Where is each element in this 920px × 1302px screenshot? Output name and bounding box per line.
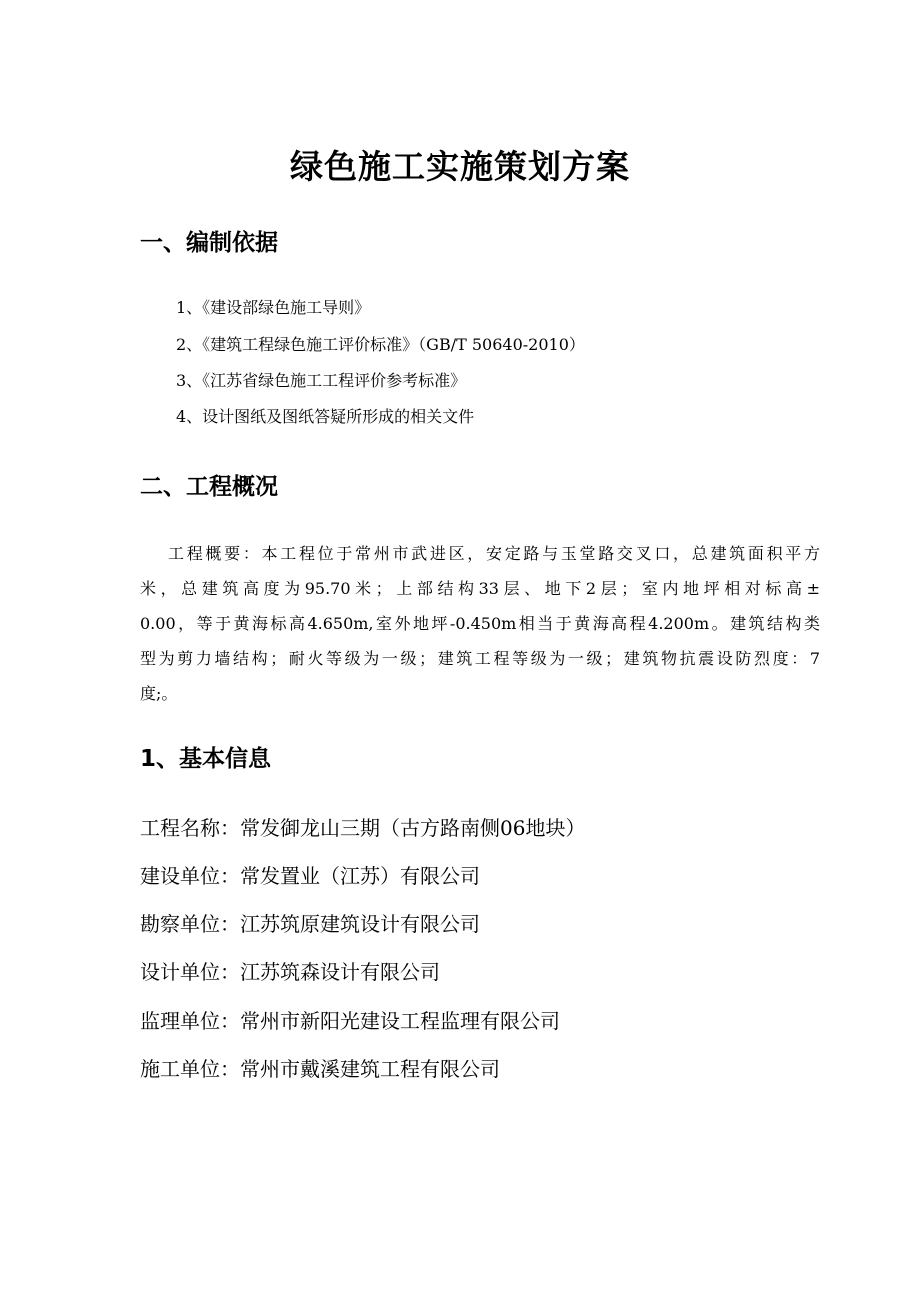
section-heading-overview: 二、工程概况: [140, 474, 278, 500]
info-row-survey: 勘察单位：江苏筑原建筑设计有限公司: [140, 912, 480, 936]
info-row-project-name: 工程名称：常发御龙山三期（古方路南侧06地块）: [140, 816, 586, 840]
document-title: 绿色施工实施策划方案: [290, 147, 630, 186]
section-heading-basis: 一、编制依据: [140, 230, 278, 256]
reference-item: 4、设计图纸及图纸答疑所形成的相关文件: [176, 407, 475, 426]
reference-item: 3、《江苏省绿色施工工程评价参考标准》: [176, 371, 467, 390]
info-row-design: 设计单位：江苏筑森设计有限公司: [140, 960, 440, 984]
info-row-developer: 建设单位：常发置业（江苏）有限公司: [140, 864, 480, 888]
project-overview-paragraph: [140, 536, 820, 711]
info-row-supervision: 监理单位：常州市新阳光建设工程监理有限公司: [140, 1009, 560, 1033]
reference-item: 1、《建设部绿色施工导则》: [176, 298, 371, 317]
section-heading-basic-info: 1、基本信息: [140, 746, 272, 772]
overview-line: 米，总建筑高度为95.70米；上部结构33层、地下2层；室内地坪相对标高±: [140, 579, 820, 598]
overview-line: 型为剪力墙结构；耐火等级为一级；建筑工程等级为一级；建筑物抗震设防烈度：7: [140, 649, 820, 668]
overview-line: 0.00，等于黄海标高4.650m,室外地坪-0.450m相当于黄海高程4.200m。建筑结构类: [140, 614, 820, 633]
info-row-construction: 施工单位：常州市戴溪建筑工程有限公司: [140, 1057, 500, 1081]
overview-line: 工程概要：本工程位于常州市武进区，安定路与玉堂路交叉口，总建筑面积平方: [168, 544, 820, 563]
overview-line: 度;。: [140, 684, 178, 703]
reference-item: 2、《建筑工程绿色施工评价标准》（GB/T 50640-2010）: [176, 335, 585, 354]
